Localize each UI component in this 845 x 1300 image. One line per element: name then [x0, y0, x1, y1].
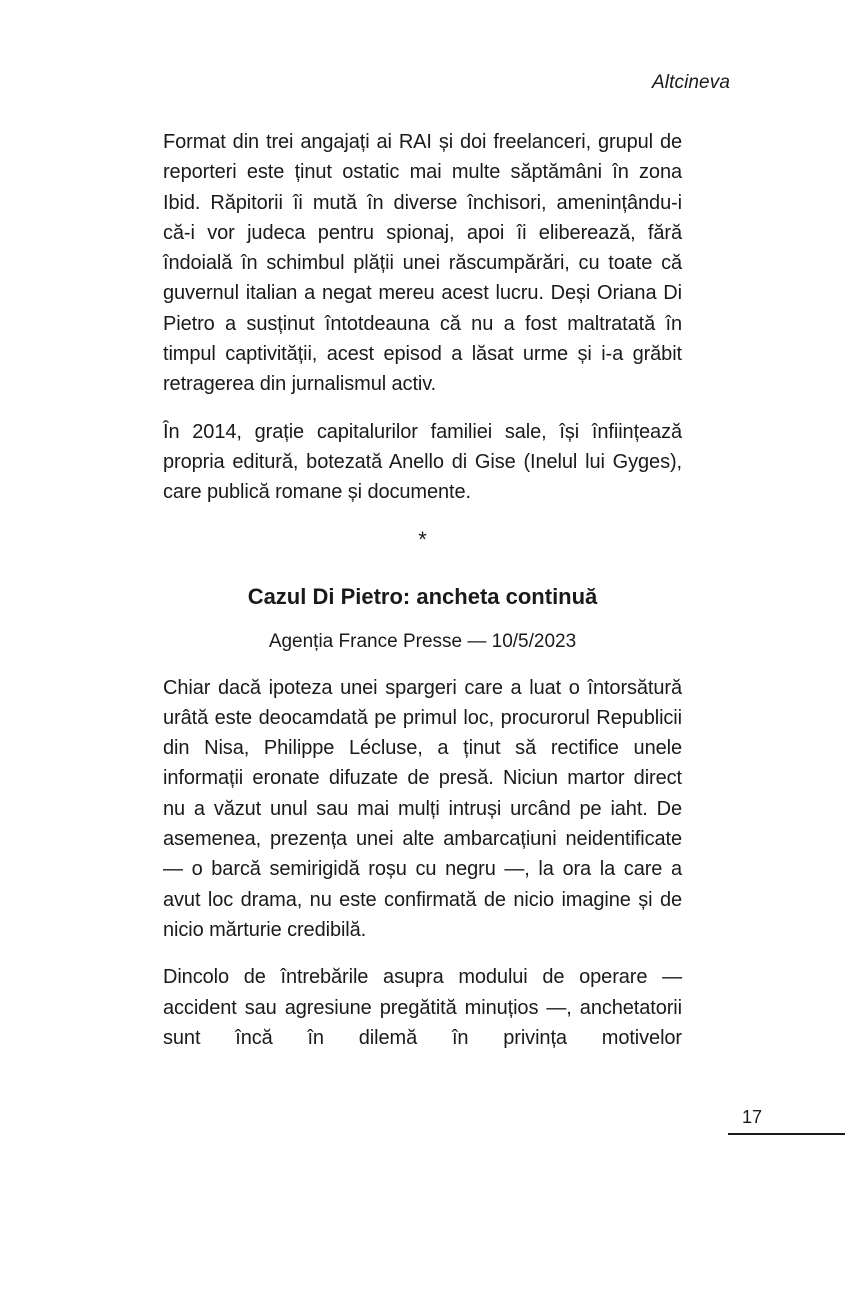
section-separator: *	[418, 526, 427, 552]
article-title: Cazul Di Pietro: ancheta continuă	[247, 583, 598, 609]
running-header: Altcineva	[652, 72, 730, 93]
page-footer	[728, 1105, 845, 1135]
body-paragraph: Format din trei angajați ai RAI și doi freelanceri, grupul de reporteri este ținut ostatic mai multe săptămâni în zona Ibid. Răpitorii îi mută în diverse închisori, amenințându-i că-i vor judeca pentru spionaj, apoi îi eliberează, fără îndoială în schimbul plății unei răscumpărări, cu toate că guvernul italian a negat mereu acest lucru. Deși Oriana Di Pietro a susținut întotdeauna că nu a fost maltratată în timpul captivității, acest episod a lăsat urme și i-a grăbit retragerea din jurnalismul activ.	[163, 131, 682, 396]
body-paragraph: Chiar dacă ipoteza unei spargeri care a luat o întorsătură urâtă este deocamdată pe primul loc, procurorul Republicii din Nisa, Philippe Lécluse, a ținut să rectifice unele informații eronate difuzate de presă. Niciun martor direct nu a văzut unul sau mai mulți intruși urcând pe iaht. De asemenea, prezența unei alte ambarcațiuni neidentificate — o barcă semirigidă roșu cu negru —, la ora la care a avut loc drama, nu este confirmată de nicio imagine și de nicio mărturie credibilă.	[163, 676, 682, 941]
footer-rule	[728, 1133, 845, 1135]
page-content	[163, 127, 682, 1053]
page-number: 17	[742, 1107, 763, 1127]
body-paragraph: Dincolo de întrebările asupra modului de operare — accident sau agresiune pregătită minuțios —, anchetatorii sunt încă în dilemă în privința motivelor	[163, 966, 682, 1049]
body-paragraph: În 2014, grație capitalurilor familiei sale, își înființează propria editură, botezată Anello di Gise (Inelul lui Gyges), care publică romane și documente.	[163, 420, 682, 504]
article-byline: Agenția France Presse — 10/5/2023	[268, 630, 577, 652]
